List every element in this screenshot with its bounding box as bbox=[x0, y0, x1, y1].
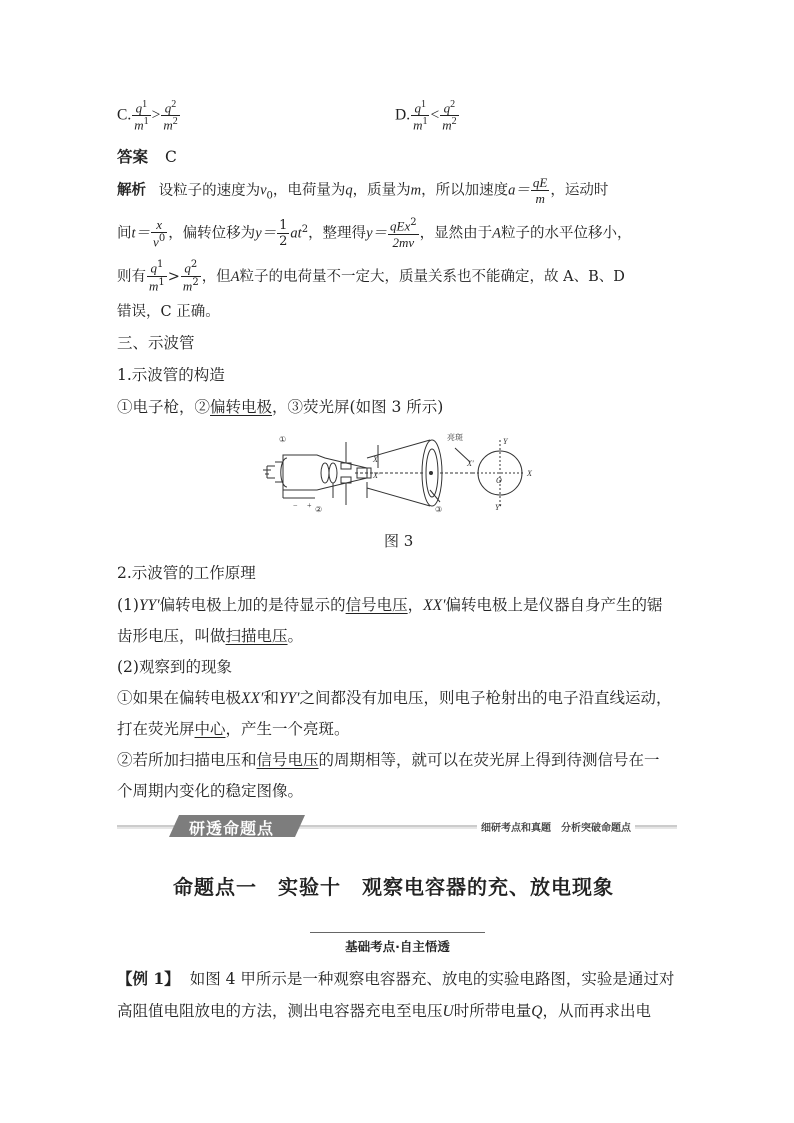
banner-subtitle: 细研考点和真题 分析突破命题点 bbox=[477, 819, 635, 834]
example-line-1: 【例 1】 如图 4 甲所示是一种观察电容器充、放电的实验电路图，实验是通过对 bbox=[117, 969, 675, 988]
option-d: D. $\frac{q^1}{m^1}$ < $\frac{q^2}{m^2}$ bbox=[395, 99, 457, 133]
label-o: O bbox=[496, 476, 502, 485]
label-2: ② bbox=[315, 505, 323, 514]
analysis-line-3: 则有 $\frac{q^1}{m^1}$ > $\frac{q^2}{m^2}$ ，但A粒子的电荷量不一定大，质量关系也不能确定，故 A、B、D bbox=[117, 259, 625, 294]
analysis-line-2: 间t＝ $\frac{x}{v^0}$ ，偏转位移为y＝ $\frac{1}{2}$ $at^2$，整理得y＝ $\frac{qEx^2}{2mv}$ ，显然由于A粒子的水平位移小， bbox=[117, 217, 632, 251]
answer-line bbox=[117, 145, 177, 167]
subheading-principle: 2.示波管的工作原理 bbox=[117, 564, 256, 582]
section-heading: 三、示波管 bbox=[117, 334, 195, 352]
observation-line-4: 个周期内变化的稳定图像。 bbox=[117, 782, 304, 800]
option-c: C. $\frac{q^1}{m^1}$ > $\frac{q^2}{m^2}$ bbox=[117, 99, 178, 133]
principle-line-2: 齿形电压，叫做扫描电压。 bbox=[117, 627, 304, 645]
label-3: ③ bbox=[435, 505, 443, 514]
label-xp-plate: X′ bbox=[373, 471, 380, 480]
banner-title: 研透命题点 bbox=[189, 819, 275, 838]
topic-title: 命题点一 实验十 观察电容器的充、放电现象 bbox=[173, 875, 614, 899]
label-xp: X′ bbox=[467, 459, 474, 468]
observation-line-3: ②若所加扫描电压和信号电压的周期相等，就可以在荧光屏上得到待测信号在一 bbox=[117, 751, 660, 769]
observation-heading: (2)观察到的现象 bbox=[117, 658, 232, 676]
section-banner bbox=[117, 813, 677, 839]
oscilloscope-diagram bbox=[255, 430, 540, 515]
label-spot: 亮斑 bbox=[447, 433, 463, 442]
parts-line: ①电子枪，②偏转电极，③荧光屏(如图 3 所示) bbox=[117, 398, 444, 416]
subheading-structure: 1.示波管的构造 bbox=[117, 366, 225, 384]
label-minus: − bbox=[293, 501, 298, 510]
label-yp: Y′ bbox=[495, 503, 502, 512]
label-plus: + bbox=[307, 501, 312, 510]
observation-line-1: ①如果在偏转电极XX′和YY′之间都没有加电压，则电子枪射出的电子沿直线运动， bbox=[117, 689, 672, 707]
label-x: X bbox=[527, 469, 532, 478]
principle-line-1: (1)YY′偏转电极上加的是待显示的信号电压，XX′偏转电极上是仪器自身产生的锯 bbox=[117, 596, 663, 614]
label-1: ① bbox=[279, 435, 287, 444]
example-line-2: 高阻值电阻放电的方法，测出电容器充电至电压U时所带电量Q，从而再求出电 bbox=[117, 1002, 651, 1020]
figure-caption: 图 3 bbox=[384, 532, 414, 550]
answer-value: C bbox=[164, 148, 177, 166]
analysis-line-4: 错误，C 正确。 bbox=[117, 304, 220, 320]
analysis-line-1: 解析 设粒子的速度为$v_0$，电荷量为q，质量为m，所以加速度a＝ $\frac{qE}{m}$ ，运动时 bbox=[117, 175, 609, 206]
label-x-plate: X bbox=[373, 455, 378, 464]
topic-tag: 基础考点·自主悟透 bbox=[310, 932, 485, 955]
label-y: Y bbox=[503, 437, 508, 446]
answer-label: 答案 bbox=[117, 147, 149, 166]
observation-line-2: 打在荧光屏中心，产生一个亮斑。 bbox=[117, 720, 350, 738]
